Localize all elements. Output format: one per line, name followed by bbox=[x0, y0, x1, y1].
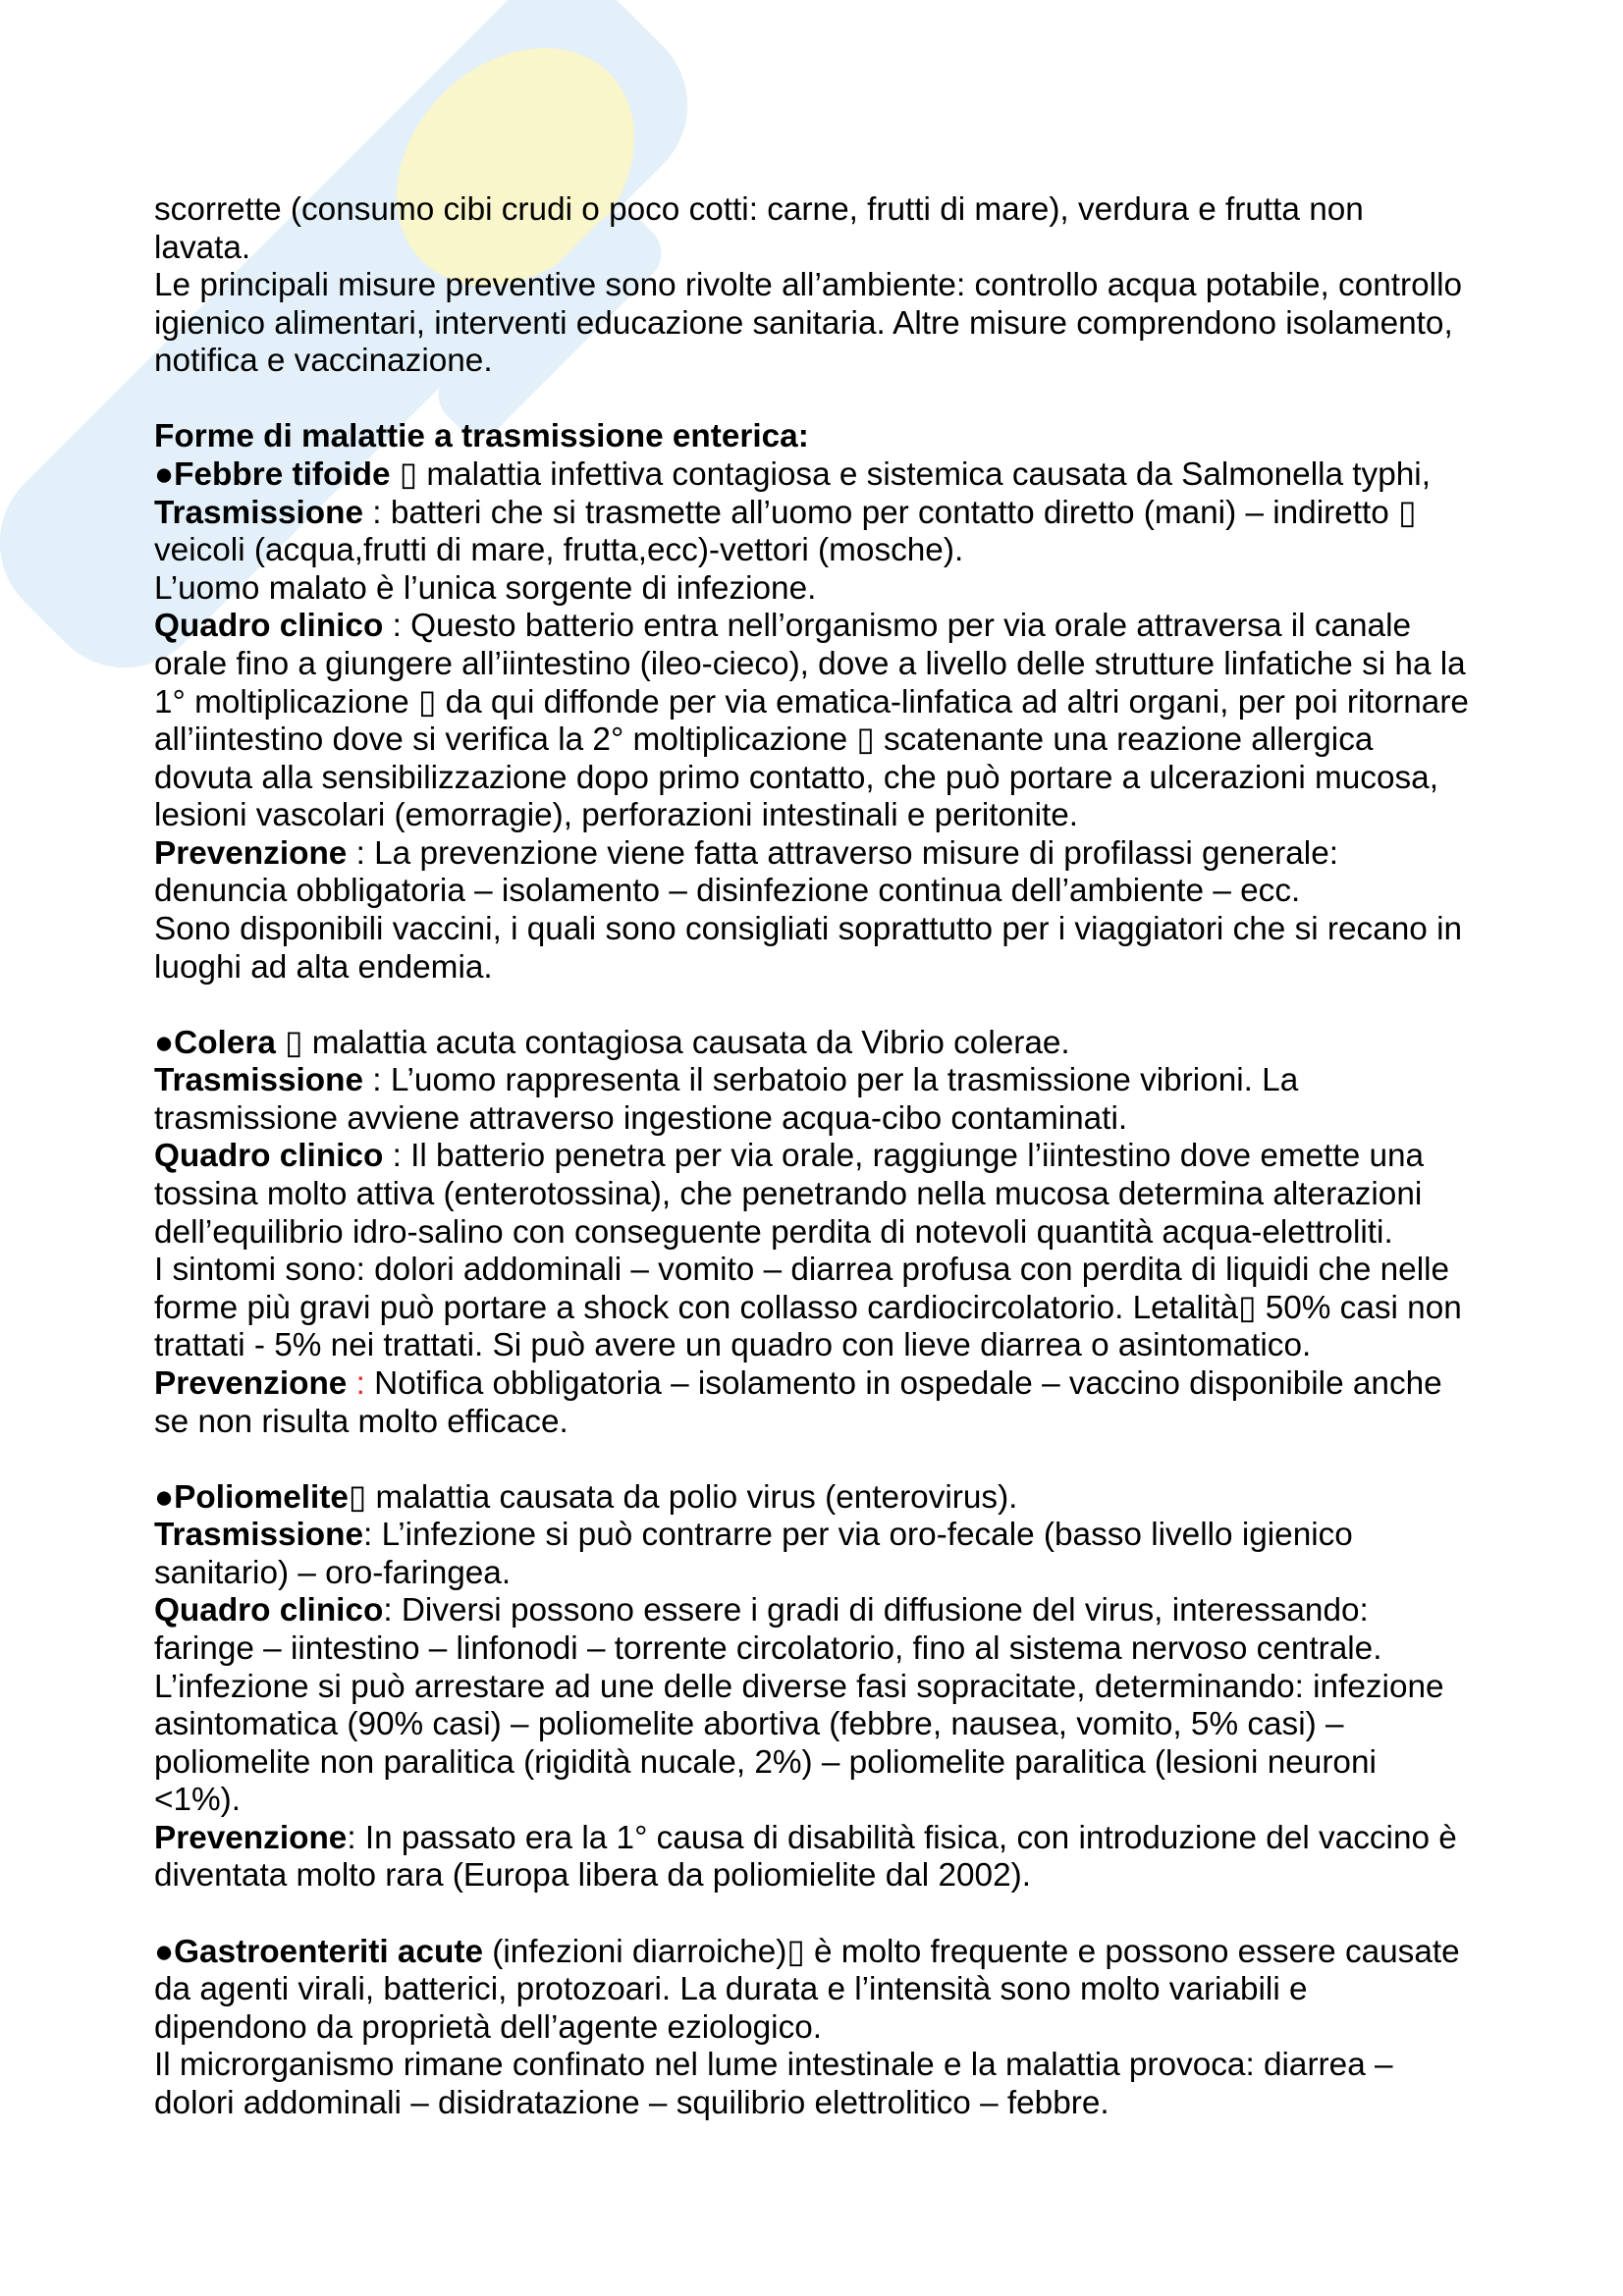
text-line: I sintomi sono: dolori addominali – vomito – diarrea profusa con perdita di liquidi che nelle bbox=[154, 1252, 1450, 1289]
text-line: dolori addominali – disidratazione – squilibrio elettrolitico – febbre. bbox=[154, 2084, 1109, 2121]
disease-title: ●Febbre tifoide bbox=[154, 456, 391, 494]
field-label-prevenzione: Prevenzione bbox=[154, 834, 348, 872]
document-body bbox=[154, 191, 1529, 2122]
text-line: dipendono da proprietà dell’agente eziologico. bbox=[154, 2008, 823, 2046]
text-line: trasmissione avviene attraverso ingestione acqua-cibo contaminati. bbox=[154, 1099, 1128, 1137]
disease-title-line bbox=[154, 1479, 1529, 1518]
disease-title-line bbox=[154, 1934, 1529, 1972]
field-label-quadro-clinico: Quadro clinico bbox=[154, 1138, 384, 1175]
line-text: : In passato era la 1° causa di disabilità fisica, con introduzione del vaccino è bbox=[347, 1819, 1457, 1856]
text-line: lesioni vascolari (emorragie), perforazioni intestinali e peritonite. bbox=[154, 797, 1079, 834]
intro-paragraph bbox=[154, 191, 1529, 381]
disease-title-line bbox=[154, 1025, 1529, 1063]
text-line: faringe – iintestino – linfonodi – torrente circolatorio, fino al sistema nervoso centrale. bbox=[154, 1629, 1382, 1667]
line-text: Notifica obbligatoria – isolamento in ospedale – vaccino disponibile anche bbox=[364, 1364, 1442, 1402]
text-line: Il microrganismo rimane confinato nel lume intestinale e la malattia provoca: diarrea – bbox=[154, 2047, 1393, 2084]
field-line-prevenzione bbox=[154, 835, 1529, 874]
text-line: lavata. bbox=[154, 229, 251, 266]
text-line: dovuta alla sensibilizzazione dopo primo contatto, che può portare a ulcerazioni mucosa, bbox=[154, 759, 1438, 796]
text-line: dell’equilibrio idro-salino con conseguente perdita di notevoli quantità acqua-elettroliti. bbox=[154, 1213, 1393, 1251]
field-line-quadro-clinico bbox=[154, 1138, 1529, 1176]
text-line: all’iintestino dove si verifica la 2° moltiplicazione ▯ scatenante una reazione allergica bbox=[154, 721, 1374, 759]
field-line-quadro-clinico bbox=[154, 608, 1529, 646]
text-line: <1%). bbox=[154, 1782, 241, 1819]
section-heading: Forme di malattie a trasmissione enterica: bbox=[154, 418, 809, 455]
field-line-quadro-clinico bbox=[154, 1592, 1529, 1630]
field-label-quadro-clinico: Quadro clinico bbox=[154, 1592, 384, 1629]
text-line: se non risulta molto efficace. bbox=[154, 1403, 568, 1440]
blank-line bbox=[154, 987, 1529, 1025]
field-label-prevenzione: Prevenzione bbox=[154, 1819, 348, 1856]
field-line-prevenzione bbox=[154, 1365, 1529, 1404]
field-line-trasmissione bbox=[154, 1062, 1529, 1100]
text-line: forme più gravi può portare a shock con collasso cardiocircolatorio. Letalità▯ 50% casi non bbox=[154, 1289, 1462, 1326]
text-line: veicoli (acqua,frutti di mare, frutta,ecc)-vettori (mosche). bbox=[154, 532, 964, 569]
text-line: denuncia obbligatoria – isolamento – disinfezione continua dell’ambiente – ecc. bbox=[154, 873, 1301, 910]
line-text: : L’infezione si può contrarre per via oro-fecale (basso livello igienico bbox=[363, 1517, 1353, 1554]
disease-title: ●Gastroenteriti acute bbox=[154, 1933, 483, 1970]
line-text: : La prevenzione viene fatta attraverso misure di profilassi generale: bbox=[347, 834, 1338, 872]
text-line: asintomatica (90% casi) – poliomelite abortiva (febbre, nausea, vomito, 5% casi) – bbox=[154, 1706, 1344, 1743]
disease-title: ●Colera bbox=[154, 1024, 276, 1061]
line-text: (infezioni diarroiche)▯ è molto frequente e possono essere causate bbox=[483, 1933, 1460, 1970]
text-line: L’infezione si può arrestare ad une delle diverse fasi sopracitate, determinando: infezione bbox=[154, 1668, 1444, 1705]
text-line: Sono disponibili vaccini, i quali sono consigliati soprattutto per i viaggiatori che si recano in bbox=[154, 910, 1463, 947]
line-text: ▯ malattia causata da polio virus (enterovirus). bbox=[348, 1478, 1018, 1516]
line-text: : Questo batterio entra nell’organismo per via orale attraversa il canale bbox=[383, 608, 1412, 645]
field-line-trasmissione bbox=[154, 1517, 1529, 1555]
text-line: luoghi ad alta endemia. bbox=[154, 948, 493, 986]
text-line: 1° moltiplicazione ▯ da qui diffonde per via ematica-linfatica ad altri organi, per poi ritornare bbox=[154, 683, 1469, 721]
disease-title: ●Poliomelite bbox=[154, 1478, 349, 1516]
disease-febbre-tifoide bbox=[154, 456, 1529, 987]
disease-title-line bbox=[154, 456, 1529, 495]
red-colon: : bbox=[347, 1364, 365, 1402]
text-line: sanitario) – oro-faringea. bbox=[154, 1554, 512, 1591]
disease-gastroenteriti-acute bbox=[154, 1934, 1529, 2123]
line-text: : Il batterio penetra per via orale, raggiunge l’iintestino dove emette una bbox=[383, 1138, 1425, 1175]
text-line: Le principali misure preventive sono rivolte all’ambiente: controllo acqua potabile, controllo bbox=[154, 267, 1463, 304]
text-line: L’uomo malato è l’unica sorgente di infezione. bbox=[154, 569, 817, 607]
line-text: ▯ malattia infettiva contagiosa e sistemica causata da Salmonella typhi, bbox=[390, 456, 1431, 494]
line-text: : L’uomo rappresenta il serbatoio per la trasmissione vibrioni. La bbox=[363, 1062, 1299, 1099]
text-line: poliomelite non paralitica (rigidità nucale, 2%) – poliomelite paralitica (lesioni neuroni bbox=[154, 1743, 1377, 1781]
field-line-trasmissione bbox=[154, 495, 1529, 533]
text-line: notifica e vaccinazione. bbox=[154, 343, 493, 380]
field-label-quadro-clinico: Quadro clinico bbox=[154, 608, 384, 645]
line-text: ▯ malattia acuta contagiosa causata da Vibrio colerae. bbox=[275, 1024, 1070, 1061]
field-line-prevenzione bbox=[154, 1820, 1529, 1858]
field-label-prevenzione: Prevenzione bbox=[154, 1364, 348, 1402]
blank-line bbox=[154, 381, 1529, 419]
line-text: : batteri che si trasmette all’uomo per contatto diretto (mani) – indiretto ▯ bbox=[363, 494, 1417, 531]
text-line: scorrette (consumo cibi crudi o poco cotti: carne, frutti di mare), verdura e frutta non bbox=[154, 191, 1364, 228]
blank-line bbox=[154, 1896, 1529, 1934]
disease-poliomelite bbox=[154, 1479, 1529, 1896]
text-line: diventata molto rara (Europa libera da poliomielite dal 2002). bbox=[154, 1857, 1031, 1895]
field-label-trasmissione: Trasmissione bbox=[154, 494, 364, 531]
field-label-trasmissione: Trasmissione bbox=[154, 1517, 364, 1554]
text-line: tossina molto attiva (enterotossina), che penetrando nella mucosa determina alterazioni bbox=[154, 1176, 1423, 1213]
text-line: da agenti virali, batterici, protozoari. La durata e l’intensità sono molto variabili e bbox=[154, 1971, 1308, 2008]
blank-line bbox=[154, 1441, 1529, 1479]
text-line: trattati - 5% nei trattati. Si può avere un quadro con lieve diarrea o asintomatico. bbox=[154, 1327, 1312, 1364]
disease-colera bbox=[154, 1025, 1529, 1441]
text-line: igienico alimentari, interventi educazione sanitaria. Altre misure comprendono isolamento, bbox=[154, 304, 1453, 342]
text-line: orale fino a giungere all’iintestino (ileo-cieco), dove a livello delle strutture linfatiche si ha la bbox=[154, 645, 1466, 682]
line-text: : Diversi possono essere i gradi di diffusione del virus, interessando: bbox=[383, 1592, 1369, 1629]
field-label-trasmissione: Trasmissione bbox=[154, 1062, 364, 1099]
